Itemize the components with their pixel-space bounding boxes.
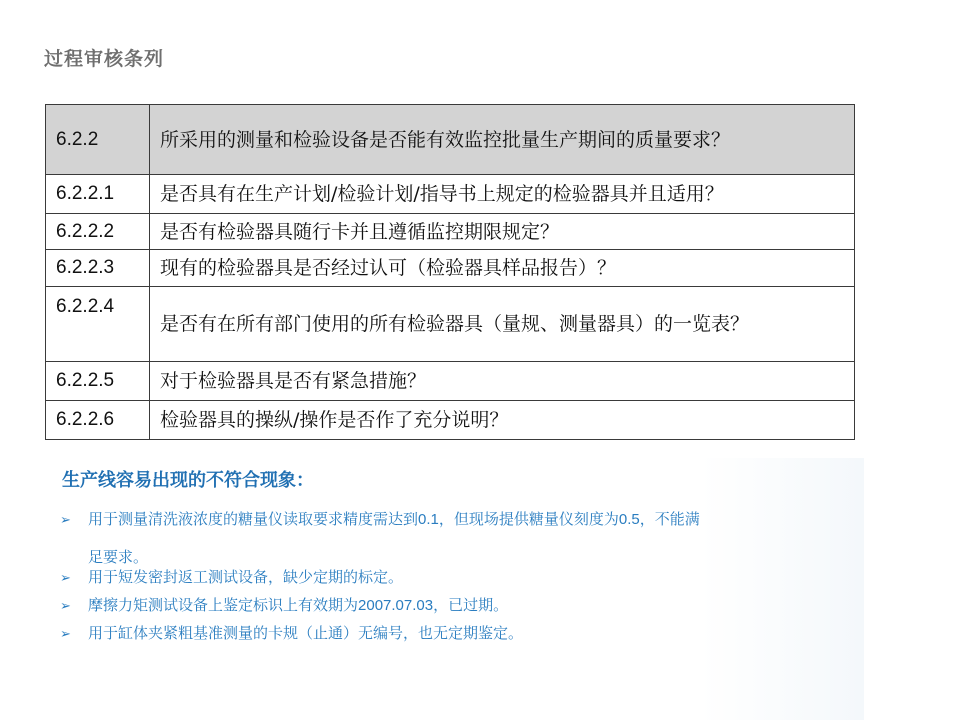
finding-value: 0.1	[418, 511, 439, 528]
item-code: 6.2.2.2	[46, 214, 150, 250]
item-question: 是否有在所有部门使用的所有检验器具（量规、测量器具）的一览表？	[150, 287, 855, 362]
table-row	[46, 287, 855, 362]
item-code: 6.2.2.4	[46, 287, 150, 362]
item-question: 对于检验器具是否有紧急措施？	[150, 362, 855, 401]
finding-item	[60, 622, 860, 643]
finding-text: ，已过期。	[433, 596, 509, 614]
finding-item	[60, 566, 860, 587]
finding-text: 摩擦力矩测试设备上鉴定标识上有效期为	[88, 596, 359, 614]
finding-value: 2007.07.03	[358, 597, 434, 614]
item-question: 检验器具的操纵/操作是否作了充分说明？	[150, 401, 855, 440]
arrow-bullet-icon: ➢	[60, 571, 71, 586]
item-question: 是否有检验器具随行卡并且遵循监控期限规定？	[150, 214, 855, 250]
finding-item	[60, 594, 860, 615]
arrow-bullet-icon: ➢	[60, 627, 71, 642]
item-question: 所采用的测量和检验设备是否能有效监控批量生产期间的质量要求？	[150, 105, 855, 175]
table-row	[46, 214, 855, 250]
item-code: 6.2.2.1	[46, 175, 150, 214]
audit-checklist-table	[45, 104, 855, 440]
arrow-bullet-icon: ➢	[60, 599, 71, 614]
finding-text: 用于测量清洗液浓度的糖量仪读取要求精度需达到	[88, 510, 419, 528]
finding-value: 0.5	[618, 511, 640, 528]
finding-text-continued: 足要求。	[88, 548, 149, 566]
table-row	[46, 105, 855, 175]
findings-heading: 生产线容易出现的不符合现象：	[62, 470, 314, 491]
item-code: 6.2.2.5	[46, 362, 150, 401]
item-code: 6.2.2.6	[46, 401, 150, 440]
finding-text: 用于短发密封返工测试设备，缺少定期的标定。	[88, 568, 404, 586]
table-row	[46, 175, 855, 214]
table-row	[46, 362, 855, 401]
item-question: 现有的检验器具是否经过认可（检验器具样品报告）？	[150, 250, 855, 287]
table-row	[46, 401, 855, 440]
item-question: 是否具有在生产计划/检验计划/指导书上规定的检验器具并且适用？	[150, 175, 855, 214]
nonconformity-panel	[44, 458, 864, 720]
table-row	[46, 250, 855, 287]
finding-text: ，不能满	[639, 510, 700, 528]
item-code: 6.2.2	[46, 105, 150, 175]
page-title: 过程审核条列	[44, 48, 165, 70]
arrow-bullet-icon: ➢	[60, 513, 71, 528]
finding-text: 用于缸体夹紧粗基准测量的卡规（止通）无编号，也无定期鉴定。	[88, 624, 524, 642]
item-code: 6.2.2.3	[46, 250, 150, 287]
finding-text: ，但现场提供糖量仪刻度为	[438, 510, 619, 528]
